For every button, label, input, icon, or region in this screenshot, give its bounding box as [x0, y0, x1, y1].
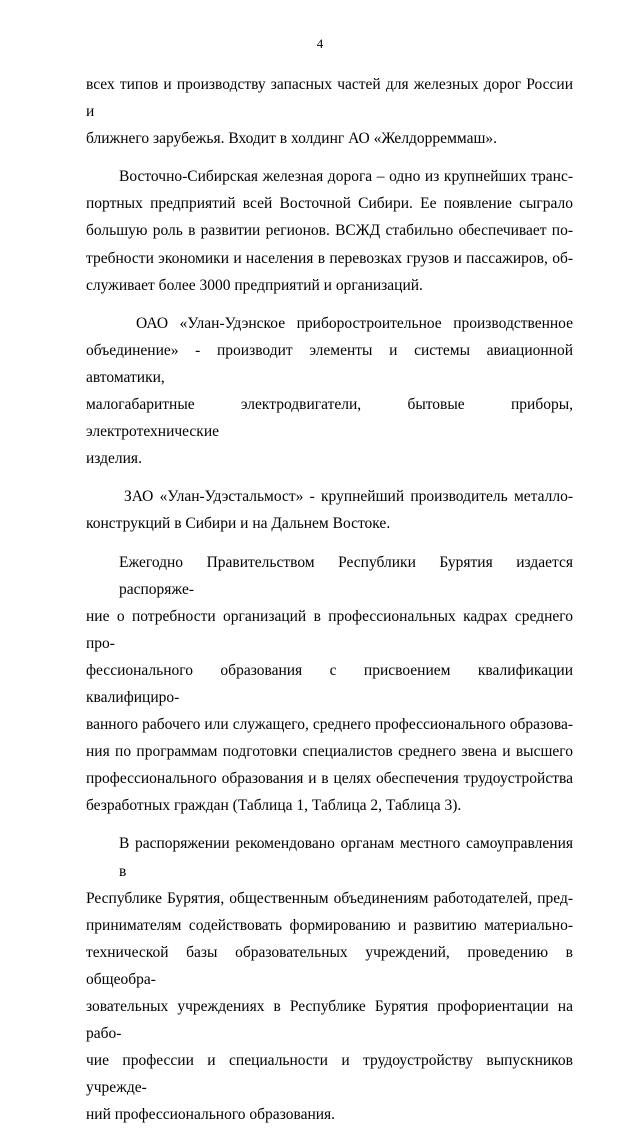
paragraph-continuation — [86, 71, 573, 152]
text-line: объединение» - производит элементы и системы авиационной автоматики, — [86, 341, 573, 386]
text-line: профессионального образования и в целях обеспечения трудоустройства — [86, 770, 573, 788]
text-line: служивает более 3000 предприятий и организаций. — [86, 276, 423, 294]
text-line: Восточно-Сибирская железная дорога – одно из крупнейших транс- — [119, 168, 573, 186]
text-line: чие профессии и специальности и трудоустройству выпускников учрежде- — [86, 1052, 573, 1097]
text-line: малогабаритные электродвигатели, бытовые приборы, электротехнические — [86, 396, 573, 441]
text-line: требности экономики и населения в перевозках грузов и пассажиров, об- — [86, 249, 573, 267]
text-line: ванного рабочего или служащего, среднего профессионального образова- — [86, 716, 573, 734]
text-line: безработных граждан (Таблица 1, Таблица 2, Таблица 3). — [86, 797, 462, 815]
text-line: всех типов и производству запасных частей для железных дорог России и — [86, 76, 573, 121]
text-line: ОАО «Улан-Удэнское приборостроительное производственное — [136, 314, 573, 332]
text-line: фессионального образования с присвоением квалификации квалифициро- — [86, 661, 573, 706]
text-line: ние о потребности организаций в профессиональных кадрах среднего про- — [86, 607, 573, 652]
text-line: изделия. — [86, 450, 142, 468]
text-line: большую роль в развитии регионов. ВСЖД стабильно обеспечивает по- — [86, 222, 573, 240]
text-line: ближнего зарубежья. Входит в холдинг АО «Желдорреммаш». — [86, 130, 498, 148]
text-line: принимателям содействовать формированию и развитию материально- — [86, 916, 573, 934]
document-body — [86, 71, 573, 1128]
paragraph-government — [86, 549, 573, 820]
text-line: зовательных учреждениях в Республике Бурятия профориентации на рабо- — [86, 998, 573, 1043]
paragraph-uupo — [86, 310, 573, 473]
text-line: ЗАО «Улан-Удэстальмост» - крупнейший производитель металло- — [124, 488, 573, 506]
text-line: В распоряжении рекомендовано органам местного самоуправления в — [119, 835, 573, 880]
text-line: портных предприятий всей Восточной Сибири. Ее появление сыграло — [86, 195, 573, 213]
paragraph-recommendation — [86, 830, 573, 1128]
paragraph-vszhd — [86, 163, 573, 298]
text-line: технической базы образовательных учреждений, проведению в общеобра- — [86, 943, 573, 988]
paragraph-stalmost — [86, 483, 573, 537]
page-number: 4 — [316, 36, 324, 51]
text-line: ния по программам подготовки специалистов среднего звена и высшего — [86, 743, 573, 761]
text-line: ний профессионального образования. — [86, 1106, 336, 1124]
text-line: Ежегодно Правительством Республики Бурятия издается распоряже- — [119, 553, 573, 598]
text-line: Республике Бурятия, общественным объединениям работодателей, пред- — [86, 889, 573, 907]
text-line: конструкций в Сибири и на Дальнем Востоке. — [86, 515, 391, 533]
